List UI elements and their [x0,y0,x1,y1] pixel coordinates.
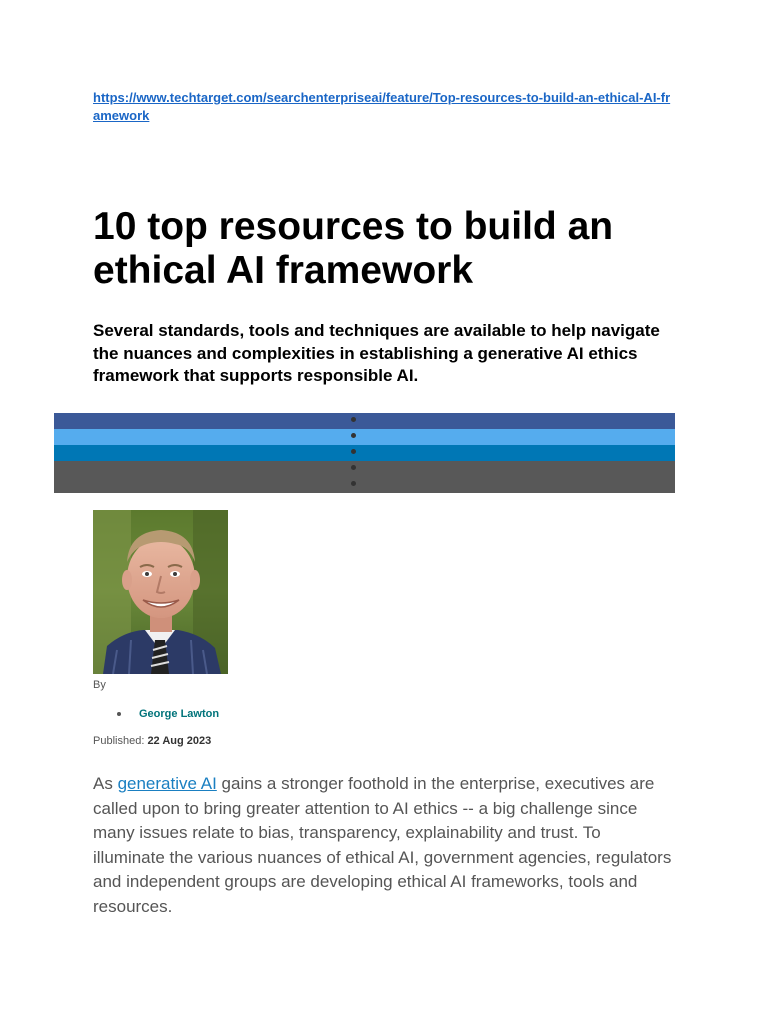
share-facebook-button[interactable] [54,413,675,429]
published-info [93,735,211,747]
share-bullet-icon [351,481,356,486]
byline-label: By [93,679,106,691]
author-link[interactable] [93,707,219,721]
article-subtitle: Several standards, tools and techniques are available to help navigate the nuances and complexities in establishing a generative AI ethics framework that supports responsible AI. [93,321,660,385]
author-photo [93,510,228,674]
author-list [93,707,219,721]
intro-lead-text: As [93,774,118,793]
share-email-button[interactable] [54,461,675,493]
intro-rest-text: gains a stronger foothold in the enterprise, executives are called upon to bring greater attention to AI ethics -- a big challenge since many issues relate to bias, transparency, explainability and trust. To illuminate the various nuances of ethical AI, government agencies, regulators and independent groups are developing ethical AI frameworks, tools and resources. [93,774,672,916]
generative-ai-link[interactable]: generative AI [117,774,217,793]
article-title: 10 top resources to build an ethical AI framework [93,205,614,292]
share-bullet-icon [351,433,356,438]
social-share-bar [54,413,675,493]
share-bullet-icon [351,465,356,470]
article-intro-paragraph [93,772,675,919]
share-linkedin-button[interactable] [54,445,675,461]
published-label: Published: [93,735,145,747]
share-bullet-icon [351,417,356,422]
share-bullet-icon [351,449,356,454]
published-date: 22 Aug 2023 [147,735,212,747]
author-name[interactable]: George Lawton [139,708,220,720]
share-twitter-button[interactable] [54,429,675,445]
list-bullet-icon [117,712,121,716]
source-url-link[interactable]: https://www.techtarget.com/searchenterpriseai/feature/Top-resources-to-build-an-ethical-AI-framework [93,90,671,123]
